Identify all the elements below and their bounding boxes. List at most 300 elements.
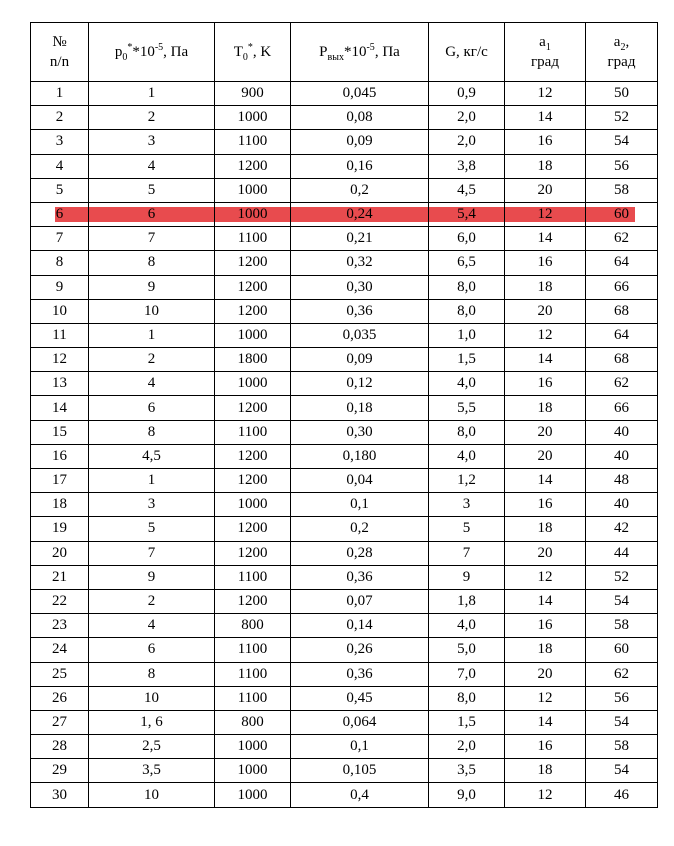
cell-value: 54 — [614, 593, 629, 610]
mass-flow-cell — [429, 178, 505, 202]
cell-value: 0,21 — [346, 230, 373, 247]
cell-value: 1000 — [237, 762, 268, 779]
cell-value: 1000 — [237, 326, 268, 343]
cell-value: 0,26 — [346, 641, 373, 658]
table-row — [31, 106, 658, 130]
outlet-pressure-cell — [291, 154, 429, 178]
cell-value: 0,09 — [346, 351, 373, 368]
cell-value: 1000 — [237, 738, 268, 755]
cell-value: 62 — [614, 230, 629, 247]
row-number-cell — [31, 227, 89, 251]
inlet-pressure-cell — [89, 323, 215, 347]
cell-value: 1 — [147, 326, 156, 343]
cell-value: 1100 — [237, 230, 268, 247]
cell-value: 1200 — [237, 278, 268, 295]
cell-value: 3,5 — [457, 762, 476, 779]
cell-value: 64 — [614, 254, 629, 271]
angle-a1-cell — [505, 444, 586, 468]
cell-value: 1,8 — [457, 593, 476, 610]
row-number-cell — [31, 614, 89, 638]
header-p-unit: , Па — [163, 44, 189, 60]
cell-value: 20 — [537, 302, 553, 319]
cell-value: 68 — [614, 302, 629, 319]
table-row — [31, 662, 658, 686]
cell-value: 18 — [52, 496, 67, 513]
cell-value: 10 — [144, 689, 159, 706]
row-number-cell — [31, 469, 89, 493]
cell-value: 0,2 — [350, 520, 369, 537]
cell-value: 1200 — [237, 520, 268, 537]
cell-value: 8 — [147, 665, 156, 682]
table-row — [31, 589, 658, 613]
cell-value: 40 — [614, 423, 629, 440]
table-row — [31, 82, 658, 106]
cell-value: 0,14 — [346, 617, 373, 634]
outlet-pressure-cell — [291, 469, 429, 493]
inlet-pressure-cell — [89, 638, 215, 662]
cell-value: 0,36 — [346, 302, 373, 319]
mass-flow-cell — [429, 372, 505, 396]
cell-value: 0,08 — [346, 109, 373, 126]
inlet-pressure-cell — [89, 735, 215, 759]
cell-value: 800 — [241, 617, 264, 634]
cell-value: 5 — [147, 520, 156, 537]
angle-a1-cell — [505, 783, 586, 807]
cell-value: 6 — [147, 399, 156, 416]
cell-value: 62 — [614, 665, 629, 682]
angle-a2-cell — [586, 493, 658, 517]
cell-value: 1000 — [237, 109, 268, 126]
header-pv-factor: *10 — [343, 44, 367, 60]
cell-value: 1200 — [237, 544, 268, 561]
row-number-cell — [31, 541, 89, 565]
angle-a1-cell — [505, 106, 586, 130]
row-number-cell — [31, 444, 89, 468]
cell-value: 5,5 — [457, 399, 476, 416]
inlet-temperature-cell — [215, 372, 291, 396]
inlet-pressure-cell — [89, 227, 215, 251]
inlet-pressure-cell — [89, 710, 215, 734]
header-outlet-pressure — [291, 23, 429, 82]
inlet-pressure-cell — [89, 420, 215, 444]
cell-value: 4 — [147, 157, 156, 174]
inlet-temperature-cell — [215, 202, 291, 226]
cell-value: 9 — [147, 278, 156, 295]
angle-a2-cell — [586, 662, 658, 686]
cell-value: 0,2 — [350, 181, 369, 198]
cell-value: 4,0 — [457, 447, 476, 464]
mass-flow-cell — [429, 662, 505, 686]
cell-value: 0,30 — [346, 423, 373, 440]
inlet-pressure-cell — [89, 372, 215, 396]
cell-value: 44 — [614, 544, 629, 561]
inlet-temperature-cell — [215, 638, 291, 662]
row-number-cell — [31, 178, 89, 202]
table-row — [31, 493, 658, 517]
cell-value: 1100 — [237, 423, 268, 440]
inlet-temperature-cell — [215, 662, 291, 686]
cell-value: 5 — [462, 520, 471, 537]
cell-value: 62 — [614, 375, 629, 392]
angle-a1-cell — [505, 517, 586, 541]
header-number — [31, 23, 89, 82]
header-inlet-temperature — [215, 23, 291, 82]
cell-value: 1100 — [237, 689, 268, 706]
table-row — [31, 420, 658, 444]
angle-a2-cell — [586, 299, 658, 323]
angle-a2-cell — [586, 251, 658, 275]
inlet-pressure-cell — [89, 444, 215, 468]
cell-value: 60 — [614, 641, 629, 658]
row-number-cell — [31, 154, 89, 178]
inlet-pressure-cell — [89, 154, 215, 178]
cell-value: 7 — [147, 230, 156, 247]
row-number-cell — [31, 686, 89, 710]
cell-value: 48 — [614, 472, 629, 489]
cell-value: 9 — [462, 568, 471, 585]
cell-value: 4 — [147, 617, 156, 634]
inlet-temperature-cell — [215, 130, 291, 154]
table-row — [31, 348, 658, 372]
header-t-sub: 0 — [242, 52, 248, 63]
cell-value: 0,035 — [342, 326, 377, 343]
inlet-pressure-cell — [89, 589, 215, 613]
cell-value: 1, 6 — [140, 713, 163, 730]
cell-value: 8 — [55, 254, 64, 271]
cell-value: 0,36 — [346, 568, 373, 585]
angle-a1-cell — [505, 662, 586, 686]
header-p-exp: -5 — [154, 42, 164, 53]
row-number-cell — [31, 202, 89, 226]
inlet-pressure-cell — [89, 82, 215, 106]
cell-value: 18 — [537, 399, 553, 416]
cell-value: 27 — [52, 713, 67, 730]
cell-value: 0,28 — [346, 544, 373, 561]
header-number-label: n/n — [49, 54, 70, 70]
outlet-pressure-cell — [291, 662, 429, 686]
table-row — [31, 565, 658, 589]
inlet-temperature-cell — [215, 154, 291, 178]
angle-a1-cell — [505, 710, 586, 734]
header-a2-unit: град — [607, 54, 636, 70]
cell-value: 7 — [55, 230, 64, 247]
angle-a2-cell — [586, 106, 658, 130]
inlet-pressure-cell — [89, 202, 215, 226]
outlet-pressure-cell — [291, 783, 429, 807]
cell-value: 0,09 — [346, 133, 373, 150]
angle-a2-cell — [586, 178, 658, 202]
cell-value: 2,0 — [457, 738, 476, 755]
table-row — [31, 178, 658, 202]
outlet-pressure-cell — [291, 227, 429, 251]
cell-value: 14 — [52, 399, 67, 416]
cell-value: 16 — [537, 617, 553, 634]
angle-a2-cell — [586, 783, 658, 807]
outlet-pressure-cell — [291, 735, 429, 759]
cell-value: 1100 — [237, 568, 268, 585]
angle-a1-cell — [505, 686, 586, 710]
mass-flow-cell — [429, 686, 505, 710]
mass-flow-cell — [429, 323, 505, 347]
cell-value: 3,5 — [142, 762, 161, 779]
angle-a2-cell — [586, 735, 658, 759]
outlet-pressure-cell — [291, 614, 429, 638]
cell-value: 56 — [614, 157, 629, 174]
cell-value: 9 — [147, 568, 156, 585]
cell-value: 23 — [52, 617, 67, 634]
angle-a2-cell — [586, 710, 658, 734]
mass-flow-cell — [429, 420, 505, 444]
cell-value: 0,07 — [346, 593, 373, 610]
angle-a2-cell — [586, 469, 658, 493]
table-row — [31, 638, 658, 662]
cell-value: 14 — [537, 472, 553, 489]
row-number-cell — [31, 638, 89, 662]
cell-value: 0,30 — [346, 278, 373, 295]
cell-value: 1100 — [237, 641, 268, 658]
outlet-pressure-cell — [291, 106, 429, 130]
table-row — [31, 227, 658, 251]
mass-flow-cell — [429, 710, 505, 734]
header-g-label: G, кг/с — [445, 44, 488, 60]
cell-value: 1000 — [237, 496, 268, 513]
cell-value: 8 — [147, 423, 156, 440]
angle-a1-cell — [505, 759, 586, 783]
cell-value: 29 — [52, 762, 67, 779]
inlet-temperature-cell — [215, 178, 291, 202]
inlet-temperature-cell — [215, 227, 291, 251]
mass-flow-cell — [429, 202, 505, 226]
inlet-temperature-cell — [215, 444, 291, 468]
cell-value: 9,0 — [457, 786, 476, 803]
variants-table — [30, 22, 658, 808]
cell-value: 18 — [537, 762, 553, 779]
outlet-pressure-cell — [291, 251, 429, 275]
row-number-cell — [31, 82, 89, 106]
row-number-cell — [31, 323, 89, 347]
cell-value: 0,9 — [457, 85, 476, 102]
angle-a1-cell — [505, 251, 586, 275]
cell-value: 40 — [614, 496, 629, 513]
outlet-pressure-cell — [291, 348, 429, 372]
header-a1-unit: град — [531, 54, 559, 70]
angle-a2-cell — [586, 130, 658, 154]
mass-flow-cell — [429, 396, 505, 420]
cell-value: 4 — [147, 375, 156, 392]
table-row — [31, 469, 658, 493]
inlet-pressure-cell — [89, 517, 215, 541]
cell-value: 16 — [537, 496, 553, 513]
cell-value: 0,180 — [342, 447, 377, 464]
header-t-unit: , K — [252, 44, 272, 60]
header-angle-a2 — [586, 23, 658, 82]
angle-a1-cell — [505, 178, 586, 202]
cell-value: 1200 — [237, 447, 268, 464]
mass-flow-cell — [429, 227, 505, 251]
cell-value: 4 — [55, 157, 64, 174]
angle-a2-cell — [586, 154, 658, 178]
row-number-cell — [31, 420, 89, 444]
header-a2-comma: , — [625, 34, 630, 50]
header-a1-sub: 1 — [545, 42, 551, 53]
inlet-temperature-cell — [215, 323, 291, 347]
cell-value: 1100 — [237, 133, 268, 150]
angle-a2-cell — [586, 348, 658, 372]
cell-value: 0,1 — [350, 496, 369, 513]
inlet-temperature-cell — [215, 348, 291, 372]
row-number-cell — [31, 299, 89, 323]
angle-a2-cell — [586, 420, 658, 444]
cell-value: 18 — [537, 157, 553, 174]
cell-value: 10 — [144, 302, 159, 319]
cell-value: 2,5 — [142, 738, 161, 755]
cell-value: 3,8 — [457, 157, 476, 174]
table-row — [31, 275, 658, 299]
inlet-temperature-cell — [215, 710, 291, 734]
header-t-symbol: T — [233, 44, 243, 60]
mass-flow-cell — [429, 348, 505, 372]
mass-flow-cell — [429, 735, 505, 759]
cell-value: 20 — [537, 181, 553, 198]
cell-value: 5 — [147, 181, 156, 198]
inlet-temperature-cell — [215, 396, 291, 420]
cell-value: 20 — [537, 423, 553, 440]
cell-value: 4,0 — [457, 617, 476, 634]
mass-flow-cell — [429, 82, 505, 106]
mass-flow-cell — [429, 469, 505, 493]
header-p-factor: *10 — [132, 44, 155, 60]
inlet-pressure-cell — [89, 686, 215, 710]
inlet-pressure-cell — [89, 493, 215, 517]
cell-value: 5 — [55, 181, 64, 198]
cell-value: 4,0 — [457, 375, 476, 392]
cell-value: 8,0 — [457, 689, 476, 706]
cell-value: 30 — [52, 786, 67, 803]
angle-a2-cell — [586, 202, 658, 226]
cell-value: 6 — [55, 206, 64, 223]
cell-value: 1200 — [237, 593, 268, 610]
cell-value: 0,105 — [342, 762, 377, 779]
cell-value: 7 — [462, 544, 471, 561]
cell-value: 1800 — [237, 351, 268, 368]
inlet-temperature-cell — [215, 106, 291, 130]
angle-a1-cell — [505, 130, 586, 154]
cell-value: 0,12 — [346, 375, 373, 392]
cell-value: 52 — [614, 568, 629, 585]
inlet-pressure-cell — [89, 251, 215, 275]
cell-value: 0,18 — [346, 399, 373, 416]
row-number-cell — [31, 710, 89, 734]
angle-a1-cell — [505, 275, 586, 299]
cell-value: 3 — [147, 133, 156, 150]
cell-value: 64 — [614, 326, 629, 343]
outlet-pressure-cell — [291, 638, 429, 662]
header-p-sub: 0 — [122, 52, 128, 63]
cell-value: 20 — [52, 544, 67, 561]
cell-value: 8,0 — [457, 302, 476, 319]
angle-a2-cell — [586, 565, 658, 589]
header-a1-symbol: a — [539, 34, 546, 50]
cell-value: 1,0 — [457, 326, 476, 343]
cell-value: 1200 — [237, 472, 268, 489]
header-angle-a1 — [505, 23, 586, 82]
table-row — [31, 251, 658, 275]
inlet-temperature-cell — [215, 517, 291, 541]
outlet-pressure-cell — [291, 493, 429, 517]
inlet-temperature-cell — [215, 686, 291, 710]
inlet-pressure-cell — [89, 565, 215, 589]
cell-value: 10 — [144, 786, 159, 803]
cell-value: 0,4 — [350, 786, 369, 803]
inlet-temperature-cell — [215, 275, 291, 299]
cell-value: 54 — [614, 762, 629, 779]
cell-value: 0,24 — [346, 206, 373, 223]
header-a2-sub: 2 — [620, 42, 626, 53]
row-number-cell — [31, 396, 89, 420]
cell-value: 0,45 — [346, 689, 373, 706]
inlet-temperature-cell — [215, 589, 291, 613]
outlet-pressure-cell — [291, 686, 429, 710]
cell-value: 6 — [147, 641, 156, 658]
cell-value: 28 — [52, 738, 67, 755]
row-number-cell — [31, 130, 89, 154]
header-mass-flow — [429, 23, 505, 82]
cell-value: 1200 — [237, 254, 268, 271]
angle-a2-cell — [586, 589, 658, 613]
row-number-cell — [31, 759, 89, 783]
inlet-pressure-cell — [89, 614, 215, 638]
row-number-cell — [31, 662, 89, 686]
inlet-temperature-cell — [215, 565, 291, 589]
cell-value: 3 — [147, 496, 156, 513]
inlet-pressure-cell — [89, 396, 215, 420]
cell-value: 12 — [537, 85, 553, 102]
cell-value: 1200 — [237, 399, 268, 416]
cell-value: 10 — [52, 302, 67, 319]
cell-value: 2 — [147, 593, 156, 610]
mass-flow-cell — [429, 759, 505, 783]
outlet-pressure-cell — [291, 517, 429, 541]
cell-value: 1,5 — [457, 713, 476, 730]
cell-value: 3 — [55, 133, 64, 150]
cell-value: 6 — [147, 206, 156, 223]
cell-value: 52 — [614, 109, 629, 126]
cell-value: 0,1 — [350, 738, 369, 755]
mass-flow-cell — [429, 444, 505, 468]
inlet-pressure-cell — [89, 759, 215, 783]
cell-value: 16 — [537, 375, 553, 392]
cell-value: 6,5 — [457, 254, 476, 271]
table-row — [31, 686, 658, 710]
outlet-pressure-cell — [291, 323, 429, 347]
cell-value: 21 — [52, 568, 67, 585]
cell-value: 1,5 — [457, 351, 476, 368]
inlet-temperature-cell — [215, 783, 291, 807]
cell-value: 42 — [614, 520, 629, 537]
cell-value: 0,04 — [346, 472, 373, 489]
angle-a1-cell — [505, 638, 586, 662]
table-row — [31, 323, 658, 347]
cell-value: 14 — [537, 593, 553, 610]
cell-value: 15 — [52, 423, 67, 440]
outlet-pressure-cell — [291, 202, 429, 226]
cell-value: 0,32 — [346, 254, 373, 271]
header-pv-unit: , Па — [374, 44, 400, 60]
inlet-temperature-cell — [215, 493, 291, 517]
cell-value: 1000 — [237, 375, 268, 392]
cell-value: 12 — [52, 351, 67, 368]
inlet-temperature-cell — [215, 614, 291, 638]
